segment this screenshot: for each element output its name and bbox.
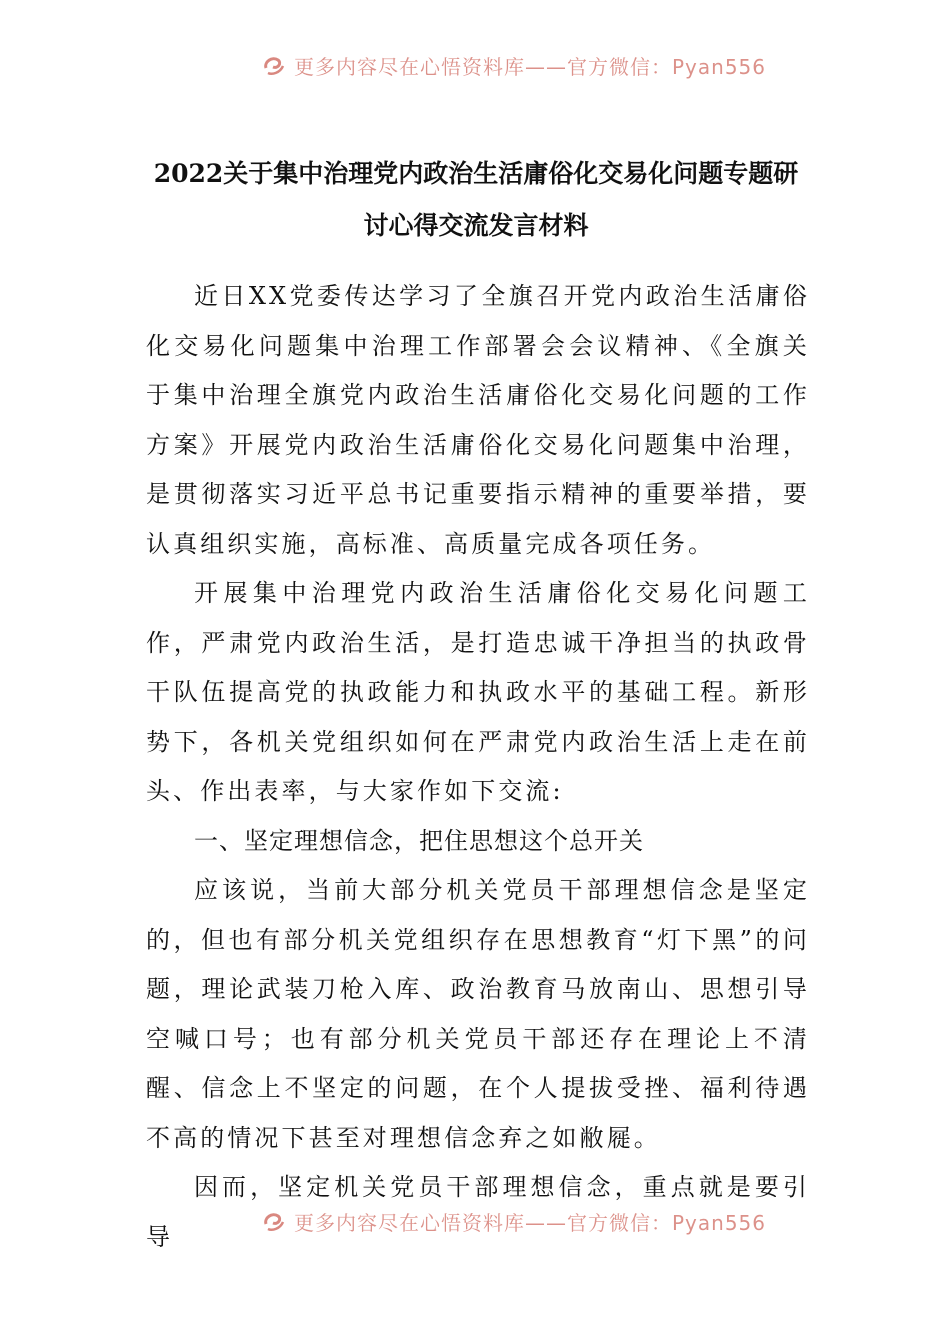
document-title <box>140 148 812 252</box>
watermark-text: 更多内容尽在心悟资料库——官方微信：Pyan556 <box>294 54 767 79</box>
paragraph: 开展集中治理党内政治生活庸俗化交易化问题工作，严肃党内政治生活，是打造忠诚干净担当的执政骨干队伍提高党的执政能力和执政水平的基础工程。新形势下，各机关党组织如何在严肃党内政治生活上走在前头、作出表率，与大家作如下交流: <box>146 579 810 805</box>
document-body <box>146 272 810 1262</box>
section-heading: 一、坚定理想信念，把住思想这个总开关 <box>194 826 644 855</box>
title-line-2: 讨心得交流发言材料 <box>363 211 589 240</box>
watermark-banner-bottom <box>0 1206 950 1236</box>
brand-swirl-icon <box>262 54 286 76</box>
brand-swirl-icon <box>262 1210 286 1232</box>
title-line-1: 2022关于集中治理党内政治生活庸俗化交易化问题专题研 <box>153 159 799 188</box>
paragraph: 因而，坚定机关党员干部理想信念，重点就是要引导 <box>146 1173 810 1251</box>
paragraph: 应该说，当前大部分机关党员干部理想信念是坚定的，但也有部分机关党组织存在思想教育“灯下黑”的问题，理论武装刀枪入库、政治教育马放南山、思想引导空喊口号；也有部分机关党员干部还存在理论上不清醒、信念上不坚定的问题，在个人提拔受挫、福利待遇不高的情况下甚至对理想信念弃之如敝屣。 <box>146 876 810 1152</box>
paragraph: 近日XX党委传达学习了全旗召开党内政治生活庸俗化交易化问题集中治理工作部署会会议精神、《全旗关于集中治理全旗党内政治生活庸俗化交易化问题的工作方案》开展党内政治生活庸俗化交易化问题集中治理，是贯彻落实习近平总书记重要指示精神的重要举措，要认真组织实施，高标准、高质量完成各项任务。 <box>146 282 810 558</box>
watermark-banner-top <box>0 54 950 84</box>
watermark-text: 更多内容尽在心悟资料库——官方微信：Pyan556 <box>294 1210 767 1235</box>
